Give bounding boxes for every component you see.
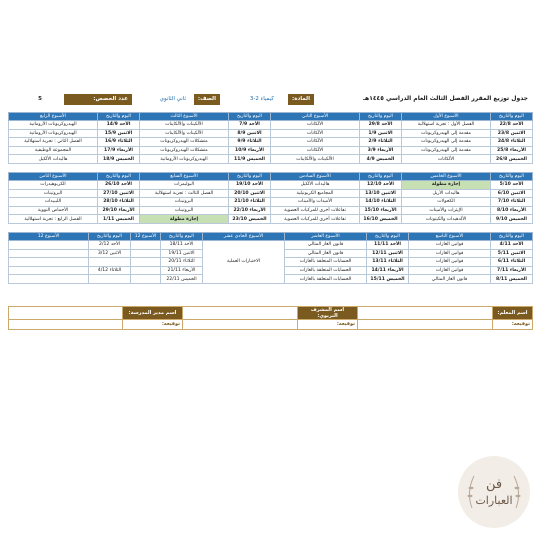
table-cell: الهيدروكربونات الأروماتية [9,129,98,138]
table-cell: الليبيدات [9,198,98,207]
table-cell: الخميس 9/10 [491,215,533,224]
table-cell: الثلاثاء 24/8 [491,138,533,147]
table-cell: الخميس 8/11 [491,275,533,284]
table-cell: إجازة مطولة [402,180,491,189]
col-header: اليوم والتاريخ [161,232,203,240]
week-table-2 [8,172,533,224]
table-cell: الاثنين 27/10 [98,189,140,198]
col-header: اليوم والتاريخ [491,172,533,180]
teacher-signature-field[interactable] [358,319,493,329]
table-cell: الألكانات [271,121,360,130]
supervisor-signature-field[interactable] [183,319,298,329]
table-row [9,121,533,130]
table-cell: إجازة مطولة [140,215,229,224]
table-cell [9,275,89,284]
table-cell: الثلاثاء 14/10 [360,198,402,207]
table-row [9,180,533,189]
table-row [9,215,533,224]
col-header: اليوم والتاريخ [360,172,402,180]
teacher-signature-label: توقيعه: [493,319,533,329]
brand-logo [458,456,530,528]
table-cell: الكحولات [402,198,491,207]
table-cell: الأحد 11/11 [367,240,409,249]
table-row [9,198,533,207]
table-cell: هاليدات الألكيل [9,155,98,164]
col-header: اليوم والتاريخ [229,113,271,121]
table-cell: الثلاثاء 13/11 [367,258,409,267]
table-cell: الاختبارات العملية [203,240,285,283]
col-header: الأسبوع 12 [131,232,161,240]
table-cell: الحسابات المتعلقة بالغازات [285,258,367,267]
table-cell: الاثنين 12/11 [367,249,409,258]
col-header: الأسبوع 12 [9,232,89,240]
table-cell: الخميس 26/8 [491,155,533,164]
table-cell [131,266,161,275]
table-cell [131,275,161,284]
table-cell: الاثنين 15/9 [98,129,140,138]
table-cell: الألكانات [402,155,491,164]
laurel-icon [458,456,530,528]
col-header: الأسبوع الخامس [402,172,491,180]
table-row [9,129,533,138]
table-cell: مقدمة إلى الهيدروكربونات [402,146,491,155]
table-cell: الخميس 4/9 [360,155,402,164]
table-cell [9,266,89,275]
col-header: الأسبوع الثالث [140,113,229,121]
table-cell: الأربعاء 10/9 [229,146,271,155]
class-value: ثاني الثانوي [159,96,186,102]
subject-label: المادة: [288,94,314,105]
table-cell: الاثنين 13/10 [360,189,402,198]
table-body [9,240,533,283]
table-cell: الألكينات والألكاينات [271,155,360,164]
table-cell: الأربعاء 25/8 [491,146,533,155]
table-cell: الألكانات [271,129,360,138]
table-cell: الأربعاء 22/10 [229,206,271,215]
table-cell: قوانين الغازات [409,266,491,275]
table-cell: الأحد 26/10 [98,180,140,189]
col-header: اليوم والتاريخ [367,232,409,240]
col-header: الأسبوع التاسع [409,232,491,240]
col-header: الأسبوع الأول [402,113,491,121]
table-cell: الخميس 16/10 [360,215,402,224]
table-row [9,189,533,198]
table-cell: الأحد 19/10 [229,180,271,189]
table-cell: مقدمة إلى الهيدروكربونات [402,129,491,138]
col-header: الأسبوع العاشر [285,232,367,240]
table-cell: الثلاثاء 4/12 [89,266,131,275]
table-cell: الخميس 18/9 [98,155,140,164]
table-body [9,121,533,164]
schedule-sheet [8,92,532,330]
table-row [9,240,533,249]
table-row [9,155,533,164]
table-cell: المجاميع الكربونيلية [271,189,360,198]
principal-signature-field[interactable] [9,319,123,329]
col-header: الأسبوع السادس [271,172,360,180]
table-cell: متشكلات الهيدروكربونات [140,138,229,147]
logo-line2: العبارات [475,494,513,507]
col-header: الأسبوع السابع [140,172,229,180]
week-table-3 [8,232,533,284]
table-cell: الأربعاء 29/10 [98,206,140,215]
table-cell: الأربعاء 7/11 [491,266,533,275]
col-header: اليوم والتاريخ [360,113,402,121]
table-cell: الثلاثاء 16/9 [98,138,140,147]
col-header: الأسبوع الحادي عشر [203,232,285,240]
table-cell [131,249,161,258]
col-header: الأسبوع الثامن [9,172,98,180]
table-cell: الثلاثاء 7/10 [491,198,533,207]
table-cell: الاثنين 3/12 [89,249,131,258]
table-cell: تفاعلات أخرى للمركبات العضوية [271,215,360,224]
table-cell: الاثنين 8/9 [229,129,271,138]
table-cell: الأربعاء 3/9 [360,146,402,155]
table-cell: الأحد 4/11 [491,240,533,249]
table-cell: الثلاثاء 6/11 [491,258,533,267]
table-cell: قانون الغاز المثالي [285,240,367,249]
lessons-value: 5 [38,96,42,102]
table-cell: الأحد 5/10 [491,180,533,189]
teacher-name-field[interactable] [358,306,493,319]
table-cell: الثلاثاء 20/11 [161,258,203,267]
table-cell: قوانين الغازات [409,258,491,267]
table-cell [89,275,131,284]
table-cell: الأميدات والأمينات [271,198,360,207]
supervisor-name-field[interactable] [183,306,298,319]
table-row [9,146,533,155]
table-cell: الأحد 22/8 [491,121,533,130]
table-cell: الاثنين 20/10 [229,189,271,198]
table-cell: البوليمرات [140,180,229,189]
table-cell: الأحد 12/10 [360,180,402,189]
table-cell [89,258,131,267]
supervisor-label: اسم المشرف التربوي: [298,306,358,319]
table-cell: الخميس 23/10 [229,215,271,224]
table-cell: الثلاثاء 28/10 [98,198,140,207]
table-cell: الخميس 22/11 [161,275,203,284]
table-cell: الاثنين 5/11 [491,249,533,258]
col-header: اليوم والتاريخ [98,172,140,180]
table-cell: الفصل الأول : تجربة استهلالية [402,121,491,130]
col-header: اليوم والتاريخ [229,172,271,180]
sheet-header [8,92,532,108]
signature-footer [8,306,533,330]
table-cell: الحسابات المتعلقة بالغازات [285,275,367,284]
table-cell: متشكلات الهيدروكربونات [140,146,229,155]
col-header: اليوم والتاريخ [491,232,533,240]
table-cell: الأحد 29/8 [360,121,402,130]
subject-value: كيمياء 2-3 [249,96,274,102]
table-cell: قوانين الغازات [409,249,491,258]
table-cell: هاليدات الألكيل [271,180,360,189]
table-cell: الخميس 11/9 [229,155,271,164]
table-cell: الخميس 1/11 [98,215,140,224]
table-cell: تفاعلات أخرى للمركبات العضوية [271,206,360,215]
table-cell [9,240,89,249]
table-row [9,138,533,147]
week-table-1 [8,112,533,164]
table-cell: الاثنين 23/8 [491,129,533,138]
table-cell: الأحماض النووية [9,206,98,215]
principal-signature-label: توقيعه: [123,319,183,329]
table-cell [9,249,89,258]
class-label: الصف: [194,94,220,105]
table-cell: الأربعاء 15/10 [360,206,402,215]
table-cell: البروتينات [9,189,98,198]
table-cell: الألكينات والألكاينات [140,129,229,138]
table-cell: الكربوهيدرات [9,180,98,189]
table-row [9,206,533,215]
table-cell: الأربعاء 21/11 [161,266,203,275]
table-cell: الاثنين 19/11 [161,249,203,258]
table-cell: البروتينات [140,198,229,207]
table-cell: الهيدروكربونات الأروماتية [140,155,229,164]
table-cell: الثلاثاء 9/9 [229,138,271,147]
table-cell: الفصل الرابع : تجربة استهلالية [9,215,98,224]
table-cell: الخميس 15/11 [367,275,409,284]
principal-label: اسم مدير المدرسة: [123,306,183,319]
table-cell: الألكانات [271,138,360,147]
principal-name-field[interactable] [9,306,123,319]
table-cell: الأحد 7/9 [229,121,271,130]
table-cell: الأربعاء 17/9 [98,146,140,155]
table-cell: الحسابات المتعلقة بالغازات [285,266,367,275]
table-cell [131,240,161,249]
table-cell: الثلاثاء 21/10 [229,198,271,207]
table-cell: الهيدروكربونات الأروماتية [9,121,98,130]
logo-line1: فن [485,477,503,492]
table-cell: الألكانات [271,146,360,155]
table-body [9,180,533,223]
table-cell: البروتينات [140,206,229,215]
table-cell: قانون الغاز المثالي [409,275,491,284]
table-cell [131,258,161,267]
table-cell: الأربعاء 14/11 [367,266,409,275]
table-cell: المجموعة الوظيفية [9,146,98,155]
teacher-label: اسم المعلم: [493,306,533,319]
table-cell: قوانين الغازات [409,240,491,249]
table-cell: الفصل الثالث : تجربة استهلالية [140,189,229,198]
table-cell: الإيثرات والأمينات [402,206,491,215]
table-cell: الفصل الثاني : تجربة استهلالية [9,138,98,147]
col-header: اليوم والتاريخ [89,232,131,240]
col-header: اليوم والتاريخ [491,113,533,121]
lessons-label: عدد الحصص: [64,94,132,105]
table-cell: هاليدات الأريل [402,189,491,198]
table-cell: الاثنين 6/10 [491,189,533,198]
table-cell: الأحد 18/11 [161,240,203,249]
page-title: جدول توزيع المقرر الفصل الثالث العام الدراسي ١٤٤٥هـ [363,95,528,102]
table-cell: الأحد 2/12 [89,240,131,249]
col-header: الأسبوع الثاني [271,113,360,121]
table-cell: الألكينات والألكاينات [140,121,229,130]
table-cell: الاثنين 1/9 [360,129,402,138]
table-cell: مقدمة إلى الهيدروكربونات [402,138,491,147]
table-cell: الأحد 14/9 [98,121,140,130]
table-cell: قانون الغاز المثالي [285,249,367,258]
table-cell: الثلاثاء 2/9 [360,138,402,147]
col-header: الأسبوع الرابع [9,113,98,121]
table-cell: الأربعاء 8/10 [491,206,533,215]
col-header: اليوم والتاريخ [98,113,140,121]
table-cell [9,258,89,267]
supervisor-signature-label: توقيعه: [298,319,358,329]
table-cell: الألدهيدات والكيتونات [402,215,491,224]
